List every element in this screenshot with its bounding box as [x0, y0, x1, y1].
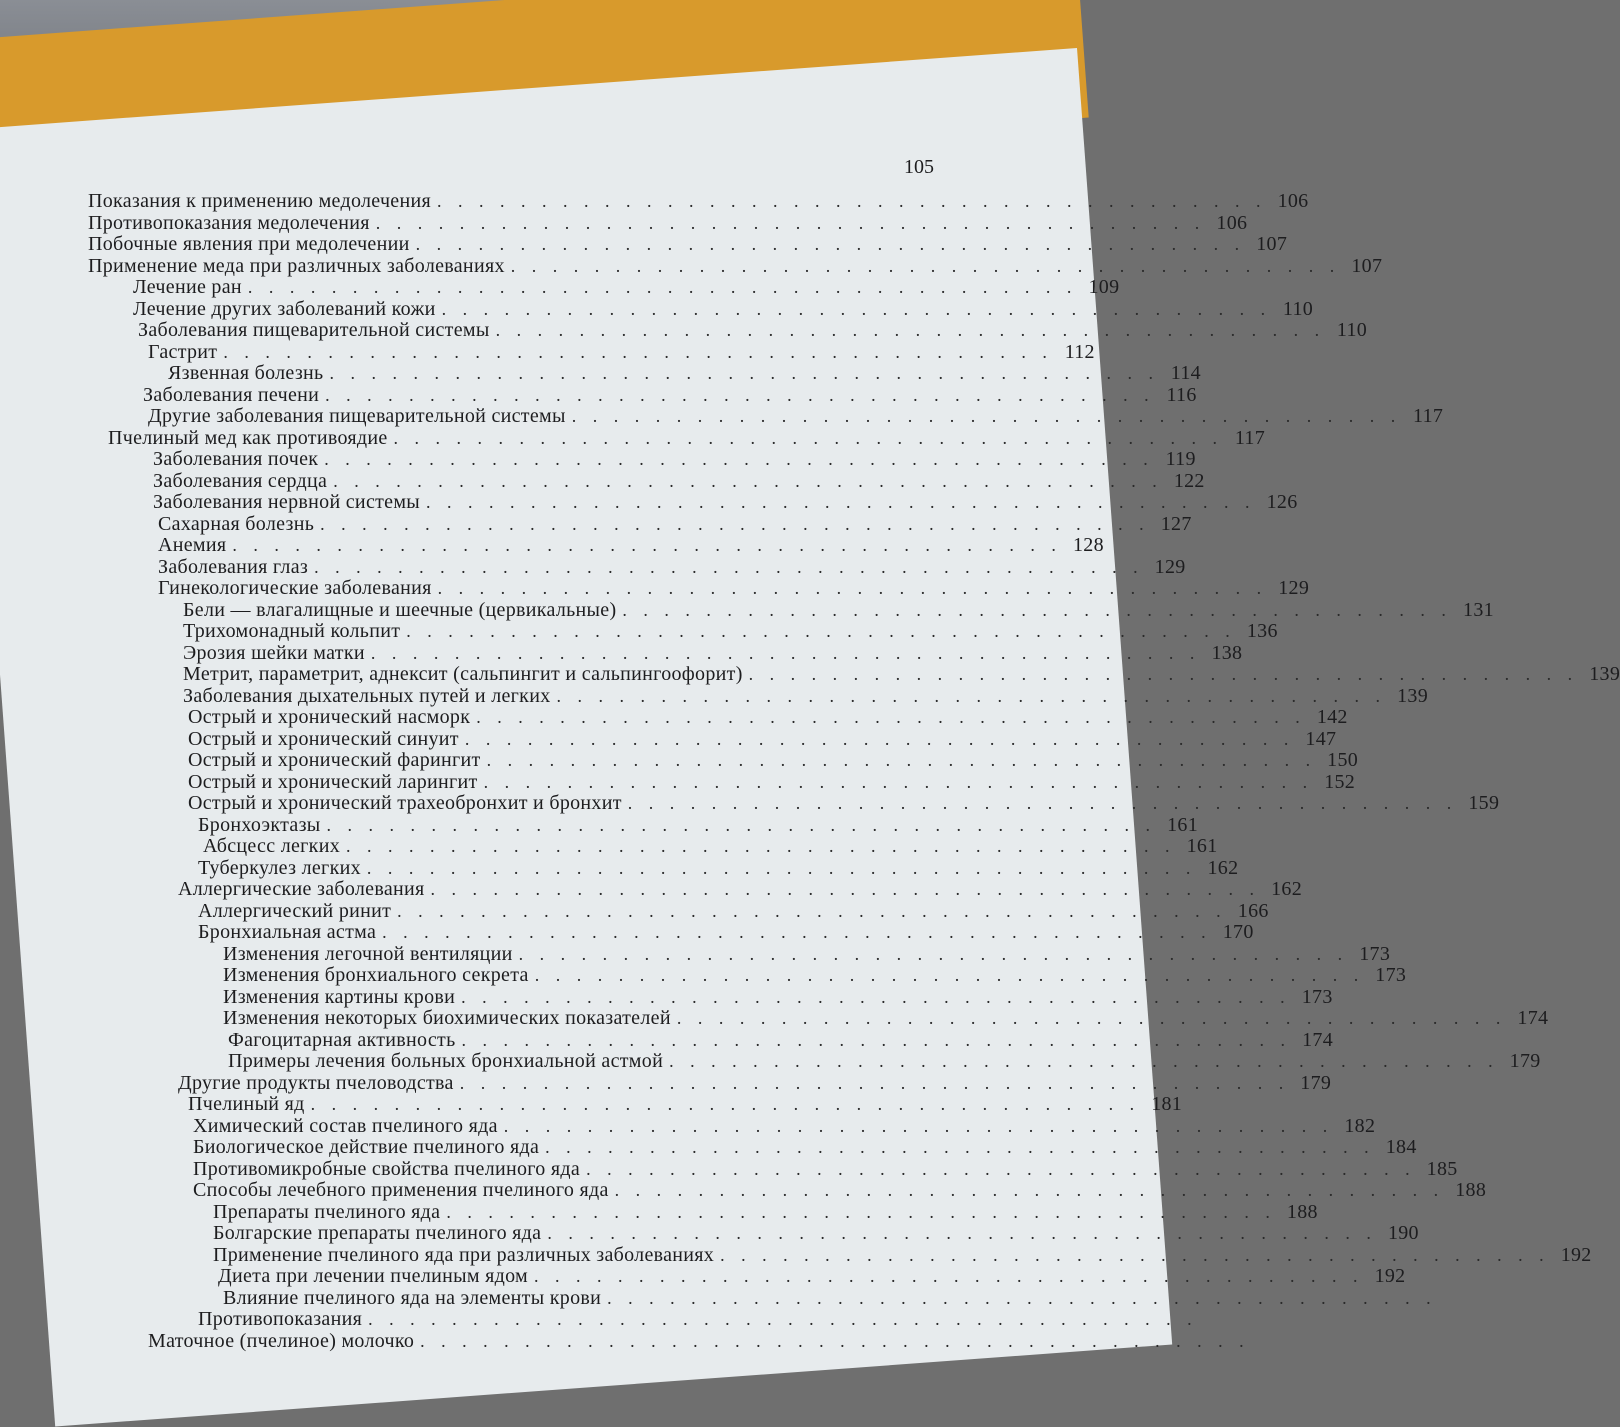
toc-entry-title: Применение меда при различных заболеваниях — [88, 254, 505, 277]
toc-entry-page: 119 — [1165, 448, 1196, 470]
toc-entry-page: 161 — [1167, 813, 1199, 836]
toc-entry-title: Метрит, параметрит, аднексит (сальпингит и сальпингоофорит) — [183, 663, 743, 685]
toc-entry-page: 131 — [1463, 598, 1494, 621]
toc-entry-title: Способы лечебного применения пчелиного яда — [193, 1179, 609, 1201]
toc-entry-title: Острый и хронический насморк — [188, 706, 471, 728]
toc-entry-title: Препараты пчелиного яда — [213, 1200, 441, 1223]
toc-entry-title: Сахарная болезнь — [158, 512, 315, 535]
toc-entry — [198, 899, 1269, 924]
dot-leader: . . . . . . . . . . . . . . . . . . . . . . . . . . . . . . . . . . . . . . . . — [464, 728, 1295, 749]
dot-leader: . . . . . . . . . . . . . . . . . . . . . . . . . . . . . . . . . . . . . . . . — [329, 363, 1159, 383]
dot-leader: . . . . . . . . . . . . . . . . . . . . . . . . . . . . . . . . . . . . . . . . — [669, 1051, 1499, 1071]
toc-entry — [193, 1114, 1376, 1139]
toc-entry-page: 110 — [1336, 319, 1368, 341]
dot-leader: . . . . . . . . . . . . . . . . . . . . . . . . . . . . . . . . . . . . . . . . — [406, 621, 1236, 641]
dot-leader: . . . . . . . . . . . . . . . . . . . . . . . . . . . . . . . . . . . . . . . . — [326, 814, 1157, 835]
toc-entry-page: 184 — [1385, 1136, 1417, 1158]
toc-entry-page: 136 — [1246, 620, 1278, 642]
toc-entry-title: Пчелиный яд — [188, 1093, 305, 1115]
toc-entry — [198, 856, 1239, 881]
dot-leader: . . . . . . . . . . . . . . . . . . . . . . . . . . . . . . . . . . . . . . . . — [324, 449, 1154, 469]
toc-entry-page: 126 — [1266, 491, 1298, 513]
dot-leader: . . . . . . . . . . . . . . . . . . . . . . . . . . . . . . . . . . . . . . . . — [446, 1201, 1276, 1222]
toc-entry-page: 117 — [1234, 426, 1266, 449]
toc-entry-title: Заболевания пищеварительной системы — [138, 319, 490, 341]
toc-entry-page: 173 — [1359, 942, 1391, 965]
toc-entry — [188, 792, 1500, 816]
dot-leader: . . . . . . . . . . . . . . . . . . . . . . . . . . . . . . . . . . . . . . . . — [437, 578, 1268, 598]
toc-entry-page: 161 — [1186, 835, 1218, 857]
dot-leader: . . . . . . . . . . . . . . . . . . . . . . . . . . . . . . . . . . . . . . . . — [720, 1244, 1550, 1265]
toc-entry — [183, 663, 1620, 687]
toc-entry-page: 106 — [1277, 190, 1309, 212]
dot-leader: . . . . . . . . . . . . . . . . . . . . . . . . . . . . . . . . . . . . . . . . — [533, 1266, 1364, 1286]
dot-leader: . . . . . . . . . . . . . . . . . . . . . . . . . . . . . . . . . . . . . . . . — [325, 384, 1155, 405]
toc-entry — [88, 211, 1248, 236]
toc-entry-page: 179 — [1300, 1071, 1332, 1094]
toc-entry-title: Заболевания глаз — [158, 555, 309, 578]
toc-entry-title: Другие продукты пчеловодства — [178, 1071, 454, 1094]
dot-leader: . . . . . . . . . . . . . . . . . . . . . . . . . . . . . . . . . . . . . . . . — [459, 1072, 1290, 1093]
toc-entry — [108, 426, 1266, 451]
toc-entry — [183, 598, 1494, 623]
toc-entry — [188, 749, 1359, 773]
toc-entry — [193, 1136, 1417, 1160]
dot-leader: . . . . . . . . . . . . . . . . . . . . . . . . . . . . . . . . . . . . . . . . — [393, 427, 1224, 448]
toc-entry-title: Противомикробные свойства пчелиного яда — [193, 1157, 581, 1180]
toc-entry-title: Противопоказания медолечения — [88, 211, 370, 234]
toc-entry — [198, 813, 1199, 838]
toc-entry-title: Гастрит — [148, 340, 218, 363]
dot-leader: . . . . . . . . . . . . . . . . . . . . . . . . . . . . . . . . . . . . . . . . — [430, 879, 1261, 899]
toc-entry-page: 188 — [1455, 1179, 1487, 1201]
toc-entry-title: Химический состав пчелиного яда — [193, 1114, 498, 1137]
toc-entry — [138, 319, 1368, 343]
toc-entry — [133, 276, 1120, 300]
dot-leader: . . . . . . . . . . . . . . . . . . . . . . . . . . . . . . . . . . . . . . . . — [461, 986, 1291, 1007]
toc-entry-page: 188 — [1286, 1200, 1318, 1223]
dot-leader: . . . . . . . . . . . . . . . . . . . . . . . . . . . . . . . . . . . . . . . . — [320, 513, 1150, 534]
toc-entry-title: Заболевания сердца — [153, 469, 328, 492]
toc-entry — [188, 1093, 1183, 1117]
toc-entry — [88, 190, 1309, 214]
toc-entry — [183, 620, 1278, 644]
toc-entry — [213, 1243, 1592, 1268]
toc-entry-title: Туберкулез легких — [198, 856, 361, 879]
toc-entry-page: 129 — [1278, 577, 1310, 599]
toc-entry-title: Изменения легочной вентиляции — [223, 942, 513, 965]
toc-entry-title: Показания к применению медолечения — [88, 190, 431, 212]
toc-entry-page: 192 — [1560, 1243, 1592, 1266]
toc-entry — [158, 555, 1186, 580]
toc-entry-page: 122 — [1173, 469, 1205, 492]
toc-entry-page: 142 — [1316, 706, 1348, 728]
toc-entry — [158, 512, 1192, 537]
toc-entry — [223, 1007, 1549, 1031]
toc-entry-title: Острый и хронический фарингит — [188, 749, 481, 771]
toc-entry — [193, 1179, 1487, 1203]
toc-entry-title: Изменения некоторых биохимических показателей — [223, 1007, 671, 1029]
toc-entry — [168, 362, 1201, 386]
toc-entry — [223, 942, 1391, 967]
dot-leader: . . . . . . . . . . . . . . . . . . . . . . . . . . . . . . . . . . . . . . . . — [426, 492, 1256, 512]
toc-entry — [213, 1222, 1419, 1246]
toc-entry-title: Острый и хронический трахеобронхит и бронхит — [188, 792, 622, 814]
toc-entry — [153, 469, 1205, 494]
toc-entry — [153, 448, 1196, 472]
dot-leader: . . . . . . . . . . . . . . . . . . . . . . . . . . . . . . . . . . . . . . . . — [461, 1029, 1291, 1050]
toc-entry-page: 162 — [1271, 878, 1303, 900]
dot-leader: . . . . . . . . . . . . . . . . . . . . . . . . . . . . . . . . . . . . . . . . — [503, 1115, 1334, 1136]
dot-leader: . . . . . . . . . . . . . . . . . . . . . . . . . . . . . . . . . . . . . . . . — [518, 943, 1349, 964]
toc-entry-title: Лечение ран — [133, 276, 242, 298]
toc-entry-title: Лечение других заболеваний кожи — [133, 297, 436, 320]
toc-entry-page: 150 — [1327, 749, 1359, 771]
toc-entry-page: 166 — [1237, 899, 1269, 922]
toc-entry-title: Аллергические заболевания — [178, 878, 425, 900]
toc-entry-page: 185 — [1426, 1157, 1458, 1180]
toc-entry-page: 159 — [1468, 792, 1500, 814]
toc-entry — [213, 1200, 1318, 1225]
toc-entry-page: 116 — [1166, 383, 1197, 406]
toc-entry — [223, 985, 1333, 1010]
dot-leader: . . . . . . . . . . . . . . . . . . . . . . . . . . . . . . . . . . . . . . . . — [627, 793, 1458, 813]
toc-entry-page: 192 — [1374, 1265, 1406, 1287]
toc-entry-title: Биологическое действие пчелиного яда — [193, 1136, 540, 1158]
toc-entry — [223, 964, 1407, 988]
dot-leader: . . . . . . . . . . . . . . . . . . . . . . . . . . . . . . . . . . . . . . . . — [223, 341, 1053, 362]
toc-entry — [88, 233, 1288, 257]
toc-entry-title: Заболевания дыхательных путей и легких — [183, 684, 551, 707]
dot-leader: . . . . . . . . . . . . . . . . . . . . . . . . . . . . . . . . . . . . . . . . — [436, 191, 1267, 211]
dot-leader: . . . . . . . . . . . . . . . . . . . . . . . . . . . . . . . . . . . . . . . . — [420, 1330, 1250, 1351]
toc-entry-title: Побочные явления при медолечении — [88, 233, 410, 255]
toc-entry-page: 162 — [1207, 856, 1239, 879]
dot-leader: . . . . . . . . . . . . . . . . . . . . . . . . . . . . . . . . . . . . . . . . — [510, 255, 1341, 276]
toc-entry-page: 147 — [1305, 727, 1337, 750]
toc-entry-title: Заболевания печени — [143, 383, 320, 406]
dot-leader: . . . . . . . . . . . . . . . . . . . . . . . . . . . . . . . . . . . . . . . . — [232, 535, 1062, 555]
toc-entry — [188, 727, 1337, 752]
toc-entry-title: Аллергический ринит — [198, 899, 392, 922]
dot-leader: . . . . . . . . . . . . . . . . . . . . . . . . . . . . . . . . . . . . . . . . — [397, 900, 1227, 921]
toc-entry — [133, 297, 1314, 322]
toc-entry — [153, 491, 1298, 515]
toc-entry — [198, 1308, 1198, 1332]
dot-leader: . . . . . . . . . . . . . . . . . . . . . . . . . . . . . . . . . . . . . . . . — [346, 836, 1176, 856]
toc-entry-page: 182 — [1344, 1114, 1376, 1137]
toc-entry-title: Примеры лечения больных бронхиальной астмой — [228, 1050, 664, 1072]
dot-leader: . . . . . . . . . . . . . . . . . . . . . . . . . . . . . . . . . . . . . . . . — [748, 664, 1579, 684]
dot-leader: . . . . . . . . . . . . . . . . . . . . . . . . . . . . . . . . . . . . . . . . — [586, 1158, 1416, 1179]
dot-leader: . . . . . . . . . . . . . . . . . . . . . . . . . . . . . . . . . . . . . . . . — [495, 320, 1326, 340]
dot-leader: . . . . . . . . . . . . . . . . . . . . . . . . . . . . . . . . . . . . . . . . — [366, 857, 1197, 878]
toc-entry-title: Противопоказания — [198, 1308, 363, 1330]
dot-leader: . . . . . . . . . . . . . . . . . . . . . . . . . . . . . . . . . . . . . . . . — [441, 298, 1272, 319]
toc-entry-title: Язвенная болезнь — [168, 362, 324, 384]
toc-entry-title: Гинекологические заболевания — [158, 577, 432, 599]
dot-leader: . . . . . . . . . . . . . . . . . . . . . . . . . . . . . . . . . . . . . . . . — [547, 1223, 1377, 1243]
dot-leader: . . . . . . . . . . . . . . . . . . . . . . . . . . . . . . . . . . . . . . . . — [556, 685, 1387, 706]
toc-entry — [148, 1329, 1250, 1354]
dot-leader: . . . . . . . . . . . . . . . . . . . . . . . . . . . . . . . . . . . . . . . . — [314, 556, 1144, 577]
toc-entry — [218, 1265, 1406, 1289]
toc-entry-page: 173 — [1301, 985, 1333, 1008]
toc-entry-page: 152 — [1324, 770, 1356, 793]
toc-entry-title: Бронхоэктазы — [198, 813, 321, 836]
dot-leader: . . . . . . . . . . . . . . . . . . . . . . . . . . . . . . . . . . . . . . . . — [333, 470, 1163, 491]
toc-entry — [198, 921, 1254, 945]
toc-entry-title: Бели — влагалищные и шеечные (цервикальные) — [183, 598, 617, 621]
dot-leader: . . . . . . . . . . . . . . . . . . . . . . . . . . . . . . . . . . . . . . . . — [382, 922, 1212, 942]
dot-leader: . . . . . . . . . . . . . . . . . . . . . . . . . . . . . . . . . . . . . . . . — [622, 599, 1452, 620]
toc-entry-title: Эрозия шейки матки — [183, 641, 365, 664]
toc-entry — [148, 340, 1095, 365]
toc-entry-title: Изменения бронхиального секрета — [223, 964, 529, 986]
toc-entry-page: 190 — [1387, 1222, 1419, 1244]
toc-entry-page: 127 — [1160, 512, 1192, 535]
toc-entry-page: 107 — [1256, 233, 1288, 255]
dot-leader: . . . . . . . . . . . . . . . . . . . . . . . . . . . . . . . . . . . . . . . . — [486, 750, 1317, 770]
dot-leader: . . . . . . . . . . . . . . . . . . . . . . . . . . . . . . . . . . . . . . . . — [607, 1287, 1437, 1308]
toc-entry — [158, 577, 1310, 601]
dot-leader: . . . . . . . . . . . . . . . . . . . . . . . . . . . . . . . . . . . . . . . . — [310, 1094, 1141, 1114]
toc-entry-page: 174 — [1302, 1028, 1333, 1051]
dot-leader: . . . . . . . . . . . . . . . . . . . . . . . . . . . . . . . . . . . . . . . . — [571, 406, 1402, 426]
toc-entry-title: Острый и хронический ларингит — [188, 770, 478, 793]
toc-entry-page: 114 — [1170, 362, 1201, 384]
toc-entry-title: Анемия — [158, 534, 227, 556]
toc-entry-page: 170 — [1222, 921, 1254, 943]
toc-entry-page: 117 — [1413, 405, 1444, 427]
toc-entry — [183, 684, 1429, 709]
toc-entry-page: 138 — [1211, 641, 1243, 664]
toc-entry — [183, 641, 1243, 666]
toc-entry-title: Другие заболевания пищеварительной системы — [148, 405, 566, 427]
toc-entry — [158, 534, 1104, 558]
toc-entry-title: Влияние пчелиного яда на элементы крови — [223, 1286, 602, 1309]
toc-entry-page: 173 — [1375, 964, 1407, 986]
toc-entry — [188, 770, 1356, 795]
dot-leader: . . . . . . . . . . . . . . . . . . . . . . . . . . . . . . . . . . . . . . . . — [676, 1008, 1507, 1028]
toc-entry-title: Заболевания нервной системы — [153, 491, 421, 513]
toc-entry — [178, 878, 1303, 902]
toc-entry-title: Фагоцитарная активность — [228, 1028, 456, 1051]
toc-entry-page: 129 — [1154, 555, 1186, 578]
toc-entry-title: Заболевания почек — [153, 448, 319, 470]
toc-entry-page: 174 — [1517, 1007, 1549, 1029]
toc-entry — [223, 1286, 1437, 1311]
toc-entry — [143, 383, 1197, 408]
table-of-contents — [70, 150, 1620, 1352]
dot-leader: . . . . . . . . . . . . . . . . . . . . . . . . . . . . . . . . . . . . . . . . — [370, 642, 1201, 663]
toc-entry — [148, 405, 1444, 429]
toc-entry-page: 110 — [1282, 297, 1314, 320]
toc-top-page-number: 105 — [904, 156, 934, 178]
toc-entry-page: 139 — [1397, 684, 1429, 707]
toc-entry — [228, 1028, 1333, 1053]
toc-entry-title: Пчелиный мед как противоядие — [108, 426, 388, 449]
toc-entry — [203, 835, 1218, 859]
toc-entry — [178, 1071, 1332, 1096]
dot-leader: . . . . . . . . . . . . . . . . . . . . . . . . . . . . . . . . . . . . . . . . — [614, 1180, 1445, 1200]
dot-leader: . . . . . . . . . . . . . . . . . . . . . . . . . . . . . . . . . . . . . . . . — [375, 212, 1206, 233]
toc-entry-title: Бронхиальная астма — [198, 921, 377, 943]
toc-entry — [193, 1157, 1458, 1182]
dot-leader: . . . . . . . . . . . . . . . . . . . . . . . . . . . . . . . . . . . . . . . . — [476, 707, 1306, 727]
dot-leader: . . . . . . . . . . . . . . . . . . . . . . . . . . . . . . . . . . . . . . . . — [247, 277, 1078, 297]
toc-entry-title: Острый и хронический синуит — [188, 727, 459, 750]
toc-entry-title: Абсцесс легких — [203, 835, 340, 857]
toc-entry-page: 112 — [1064, 340, 1095, 363]
toc-entry — [188, 706, 1348, 730]
toc-entry-title: Применение пчелиного яда при различных заболеваниях — [213, 1243, 715, 1266]
dot-leader: . . . . . . . . . . . . . . . . . . . . . . . . . . . . . . . . . . . . . . . . — [483, 771, 1314, 792]
toc-entry-page: 106 — [1216, 211, 1248, 234]
dot-leader: . . . . . . . . . . . . . . . . . . . . . . . . . . . . . . . . . . . . . . . . — [534, 965, 1365, 985]
toc-entry — [228, 1050, 1541, 1074]
toc-entry-page: 181 — [1151, 1093, 1183, 1115]
toc-entry-title: Изменения картины крови — [223, 985, 456, 1008]
toc-entry-title: Болгарские препараты пчелиного яда — [213, 1222, 542, 1244]
dot-leader: . . . . . . . . . . . . . . . . . . . . . . . . . . . . . . . . . . . . . . . . — [368, 1309, 1198, 1329]
toc-entry — [88, 254, 1383, 279]
toc-entry-title: Маточное (пчелиное) молочко — [148, 1329, 415, 1352]
toc-entry-title: Трихомонадный кольпит — [183, 620, 401, 642]
toc-entry-title: Диета при лечении пчелиным ядом — [218, 1265, 528, 1287]
toc-entry-page: 109 — [1088, 276, 1120, 298]
toc-entry-page: 139 — [1589, 663, 1620, 685]
dot-leader: . . . . . . . . . . . . . . . . . . . . . . . . . . . . . . . . . . . . . . . . — [415, 234, 1246, 254]
dot-leader: . . . . . . . . . . . . . . . . . . . . . . . . . . . . . . . . . . . . . . . . — [545, 1137, 1375, 1157]
toc-entry-page: 179 — [1509, 1050, 1541, 1072]
toc-entry-page: 128 — [1072, 534, 1104, 556]
toc-entry-page: 107 — [1351, 254, 1383, 277]
